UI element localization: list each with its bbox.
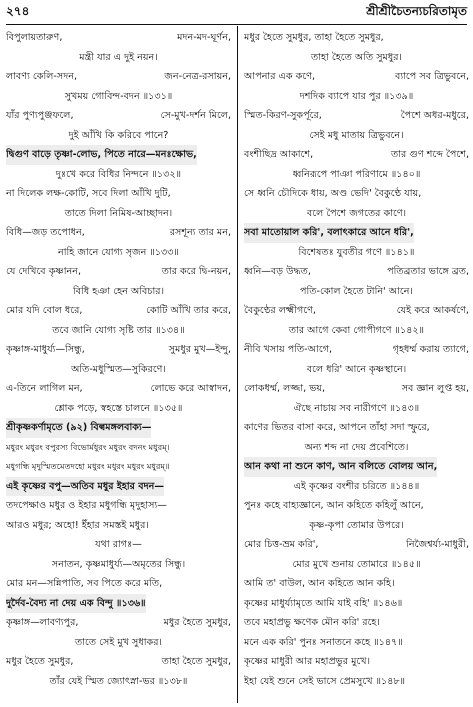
verse-line — [244, 379, 469, 399]
verse-line — [244, 516, 469, 536]
verse-text: তাতে সেই মুখ সুধাকর। — [75, 636, 162, 648]
verse-text: দ্বিগুণ বাড়ে তৃষ্ণা-লোভ, পিতে নারে—মনঃক্ষোভ, — [6, 145, 197, 165]
verse-text: বিধি—জড় তপোধন, — [6, 227, 85, 238]
verse-text: সবা মাতোয়াল করি', বলাৎকারে আনে ধরি', — [244, 223, 414, 243]
verse-text: দুর্দৈব-বৈদ্য না দেয় এক বিন্দু ॥১৩৬॥ — [6, 594, 146, 614]
book-title: শ্রীশ্রীচৈতন্যচরিতামৃত — [366, 4, 467, 18]
verse-line — [6, 418, 231, 438]
verse-text: মোর মুখে শুনায় তোমারে ॥১৪৫॥ — [292, 558, 421, 570]
verse-text: এই কৃষ্ণের বংশীর চরিতে ॥১৪৪॥ — [293, 480, 420, 492]
verse-text: মদন-মদ-ঘূর্ণন, — [177, 32, 231, 43]
verse-line — [244, 87, 469, 107]
verse-text: যে দেখিবে কৃষ্ণানন, — [6, 266, 82, 277]
verse-line — [244, 282, 469, 302]
verse-text: লোভে করে আস্বাদন, — [150, 383, 231, 394]
column-divider — [237, 26, 238, 703]
verse-text: সে-মুখ-দর্শন মিলে, — [160, 110, 231, 121]
verse-text: কাণের ভিতর বাসা করে, আপনে তাঁহা সদা স্ফুরে, — [244, 422, 430, 433]
verse-text: মনে এক করি' পুনঃ সনাতনে কহে ॥১৪৭॥ — [244, 636, 403, 648]
verse-text: ব্যাপে সব ত্রিভুবনে, — [395, 71, 469, 82]
verse-text: গৃহধর্ম্ম করায় ত্যাগে, — [392, 344, 469, 355]
verse-line — [6, 204, 231, 224]
verse-line — [244, 67, 469, 87]
verse-text: বৈকুণ্ঠের লক্ষ্মীগণে, — [244, 305, 316, 316]
verse-line — [244, 184, 469, 204]
verse-line — [244, 399, 469, 419]
verse-line — [244, 204, 469, 224]
verse-text: ধ্বনিরূপে পাঞা পরিণামে ॥১৪০॥ — [292, 168, 421, 180]
verse-line — [244, 535, 469, 555]
verse-text: সুখময় গোবিন্দ-বদন ॥১৩১॥ — [64, 90, 173, 102]
verse-line — [6, 516, 231, 536]
verse-text: কৃষ্ণের মাধুর্য্যামৃতে আমি যাই বহি' ॥১৪৬॥ — [244, 597, 403, 609]
verse-text: জন-নেত্র-রসায়ন, — [164, 71, 231, 82]
verse-text: আরও মধুর; অহো! ইঁহার সমস্তই মধুর। — [6, 519, 149, 531]
page-number: ২৭৪ — [6, 4, 30, 18]
verse-text: লোকধর্ম্ম, লজ্জা, ভয়, — [244, 383, 326, 394]
header-rule — [6, 24, 467, 25]
verse-line — [6, 87, 231, 107]
verse-line — [6, 496, 231, 516]
verse-text: তার করে দ্বি-নয়ন, — [161, 266, 231, 277]
verse-text: তাহা হৈতে অতি সুমধুর। — [311, 51, 402, 63]
verse-text: এ-তিনে লাগিল মন, — [6, 383, 83, 394]
verse-line — [244, 360, 469, 380]
verse-text: স্মিত-কিরণ-সুকর্পূরে, — [244, 110, 322, 121]
verse-text: তবে মহাপ্রভু ক্ষণেক মৌন করি' রহে। — [244, 617, 380, 628]
verse-text: বংশীছিদ্র আকাশে, — [244, 149, 314, 160]
verse-text: তবে জানি যোগ্য সৃষ্টি তার ॥১৩৪॥ — [52, 324, 185, 336]
verse-text: তাহা হৈতে সুমধুর, — [161, 656, 231, 667]
verse-text: যেই করে আকর্ষণে, — [396, 305, 469, 316]
verse-line — [244, 672, 469, 692]
verse-line — [244, 477, 469, 497]
verse-line — [6, 594, 231, 614]
left-column — [6, 28, 231, 691]
right-column — [244, 28, 469, 691]
verse-line — [244, 633, 469, 653]
verse-line — [6, 535, 231, 555]
verse-text: মোর মন—সন্নিপাতি, সব পিতে করে মতি, — [6, 578, 163, 589]
verse-line — [244, 574, 469, 594]
verse-text: ধ্বনি—বড় উদ্ধত, — [244, 266, 311, 277]
verse-line — [6, 321, 231, 341]
verse-text: মধুর হৈতে সুমধুর, তাহা হৈতে সুমধুর, — [244, 32, 384, 43]
verse-text: দুই আঁখি কি করিবে পানে? — [68, 129, 169, 141]
verse-line — [6, 613, 231, 633]
verse-text: আন কথা না শুনে কাণ, আন বলিতে বোলয় আন, — [244, 457, 437, 477]
verse-text: মোর চিত্ত-ভ্রম করি', — [244, 539, 319, 550]
verse-line — [6, 165, 231, 185]
verse-text: দুঃখে করে বিধির নিন্দনে ॥১৩২॥ — [55, 168, 182, 180]
verse-text: নাহি জানে যোগ্য সৃজন ॥১৩৩॥ — [58, 246, 179, 258]
verse-line — [6, 652, 231, 672]
verse-line — [6, 243, 231, 263]
verse-text: মধুরং মধুরং বপুরস্য বিভোর্মধুরং মধুরং বদনং মধুরম্। — [6, 441, 170, 452]
verse-line — [6, 262, 231, 282]
verse-line — [6, 399, 231, 419]
verse-line — [244, 165, 469, 185]
verse-text: ইহা যেই শুনে সেই ভাসে প্রেমসুখে ॥১৪৮॥ — [244, 675, 406, 687]
verse-line — [244, 438, 469, 458]
verse-text: রসশূন্য তার মন, — [169, 227, 231, 238]
verse-text: পতিব্রতার ভাঙ্গে ব্রত, — [387, 266, 469, 277]
verse-line — [6, 340, 231, 360]
verse-text: যাঁর পুণ্যপুঞ্জফলে, — [6, 110, 74, 121]
verse-text: শ্লোক পড়ে, স্বহস্তে চালনে ॥১৩৫॥ — [54, 402, 183, 414]
verse-line — [6, 672, 231, 692]
verse-line — [244, 555, 469, 575]
verse-line — [6, 633, 231, 653]
verse-text: তার গুণ শব্দে পৈশে, — [391, 149, 469, 160]
verse-line — [6, 574, 231, 594]
verse-text: বিপুলায়তারুণ, — [6, 32, 63, 43]
verse-line — [244, 262, 469, 282]
verse-line — [244, 418, 469, 438]
verse-text: পৈশে অধর-মধুরে, — [400, 110, 469, 121]
verse-text: যথা রাগঃ— — [95, 539, 142, 550]
verse-line — [6, 223, 231, 243]
verse-text: মধুর হৈতে সুমধুর, — [163, 617, 231, 628]
verse-line — [6, 48, 231, 68]
verse-text: কৃষ্ণের মাধুরী আর মহাপ্রভুর মুখে। — [244, 656, 371, 667]
verse-text: অতি-মধুস্মিত—সুকিরণে। — [71, 363, 166, 375]
verse-text: নীবি খসায় পতি-আগে, — [244, 344, 333, 355]
verse-text: মন্ত্রী যার এ দুই নয়ন। — [79, 51, 158, 63]
verse-text: সুমধুর মুখ—ইন্দু, — [168, 344, 231, 355]
verse-line — [244, 496, 469, 516]
page-header — [6, 2, 467, 24]
verse-text: দশদিক ব্যাপে যার পুর ॥১৩৯॥ — [299, 90, 414, 102]
verse-text: ঐছে নাচায় সব নারীগণে ॥১৪৩॥ — [293, 402, 420, 414]
verse-text: লাবণ্য কেলি-সদন, — [6, 71, 78, 82]
verse-text: বলে ধরি' আনে কৃষ্ণস্থানে। — [306, 363, 407, 375]
verse-line — [6, 282, 231, 302]
verse-line — [6, 184, 231, 204]
verse-text: বিধি হঞা হেন অবিচার। — [72, 285, 165, 297]
verse-line — [244, 145, 469, 165]
verse-text: আমি ত' বাউল, আন কহিতে আন কহি। — [244, 578, 395, 589]
verse-text: তাতে দিলা নিমিষ-আচ্ছাদন। — [64, 207, 173, 219]
verse-text: সেই মধু মাতায় ত্রিভুবনে। — [309, 129, 404, 141]
verse-text: সে ধ্বনি চৌদিকে ধায়, অণ্ড ভেদি' বৈকুণ্ঠে যায়, — [244, 188, 422, 199]
verse-line — [244, 594, 469, 614]
verse-line — [244, 48, 469, 68]
verse-line — [244, 613, 469, 633]
verse-text: বিশেষতঃ যুবতীর গণে ॥১৪১॥ — [298, 246, 415, 258]
verse-line — [244, 243, 469, 263]
verse-line — [6, 379, 231, 399]
verse-line — [6, 360, 231, 380]
verse-line — [6, 457, 231, 477]
verse-line — [244, 106, 469, 126]
verse-text: মধুর হৈতে সুমধুর, — [6, 656, 74, 667]
verse-text: তদপেক্ষাও মধুর ও ইহার মধুগন্ধি মৃদুহাস্য— — [6, 500, 167, 511]
verse-line — [6, 126, 231, 146]
verse-text: কৃষ্ণ-কৃপা তোমার উপরে। — [309, 519, 404, 531]
verse-text: বলে পৈশে জগতের কাণে। — [306, 207, 407, 219]
verse-line — [6, 477, 231, 497]
verse-line — [6, 28, 231, 48]
verse-line — [6, 301, 231, 321]
verse-text: মোর যদি বোল ধরে, — [6, 305, 83, 316]
verse-line — [6, 106, 231, 126]
verse-line — [6, 145, 231, 165]
verse-line — [244, 457, 469, 477]
verse-line — [244, 223, 469, 243]
verse-text: তার আগে কেবা গোপীগণে ॥১৪২॥ — [288, 324, 425, 336]
verse-line — [6, 555, 231, 575]
verse-text: না দিলেক লক্ষ-কোটি, সবে দিলা আঁখি দুটি, — [6, 188, 171, 199]
verse-text: কোটি আঁখি তার করে, — [146, 305, 231, 316]
verse-text: কৃষ্ণাঙ্গ—লাবণ্যপুর, — [6, 617, 79, 628]
verse-text: সব জ্ঞান লুপ্ত হয়, — [401, 383, 469, 394]
verse-line — [244, 126, 469, 146]
verse-text: পতি-কোল হৈতে টানি' আনে। — [300, 285, 413, 297]
verse-line — [244, 340, 469, 360]
verse-text: কৃষ্ণাঙ্গ-মাধুর্য্য—সিন্ধু, — [6, 344, 85, 355]
verse-text: তাঁর যেই স্মিত জ্যোৎস্না-ভর ॥১৩৮॥ — [49, 675, 188, 687]
verse-line — [6, 438, 231, 458]
verse-text: নিজৈশ্বর্য্য-মাধুরী, — [406, 539, 469, 550]
verse-text: অন্য শব্দ না দেয় প্রবেশিতে। — [304, 441, 409, 453]
verse-text: শ্রীকৃষ্ণকর্ণামৃতে (৯২) বিল্বমঙ্গলবাক্য— — [6, 418, 151, 438]
verse-line — [244, 321, 469, 341]
verse-line — [6, 67, 231, 87]
verse-line — [244, 301, 469, 321]
verse-text: আপনার এক কণে, — [244, 71, 316, 82]
verse-text: মধুগন্ধি মৃদুস্মিতমেতদহো মধুরং মধুরং মধুরং মধুরম্॥ — [6, 461, 170, 471]
verse-line — [244, 652, 469, 672]
verse-text: সনাতন, কৃষ্ণমাধুর্য্য—অমৃতের সিন্ধু। — [51, 558, 186, 570]
verse-line — [244, 28, 469, 48]
verse-text: পুনঃ কহে বাহ্যজ্ঞানে, আন কহিতে কহিলুঁ আনে, — [244, 500, 424, 511]
verse-text: এই কৃষ্ণের বপু—অতিব মধুর ইহার বদন— — [6, 477, 164, 497]
